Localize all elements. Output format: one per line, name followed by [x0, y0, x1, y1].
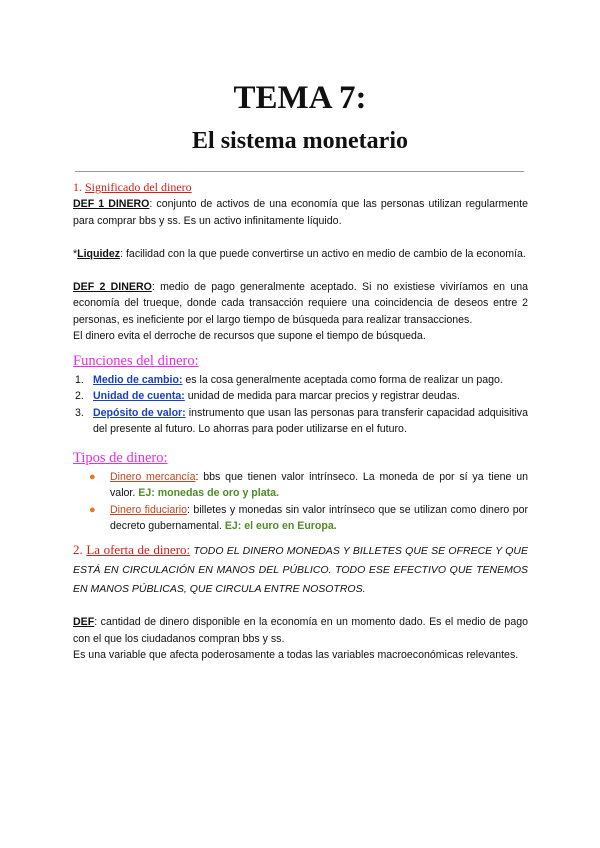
tipos-list [73, 469, 528, 535]
section-1-title: Significado del dinero [85, 180, 192, 194]
section-2-heading [73, 541, 528, 598]
def-label: DEF [73, 616, 95, 628]
section-1-heading [73, 178, 528, 196]
def-2-paragraph [73, 279, 528, 329]
section-1-number: 1. [73, 180, 82, 194]
list-item-example: EJ: monedas de oro y plata. [138, 487, 279, 499]
document-subtitle: El sistema monetario [192, 128, 408, 154]
title-divider [75, 171, 524, 172]
list-item-text: unidad de medida para marcar precios y registrar deudas. [184, 390, 460, 402]
def-text: : cantidad de dinero disponible en la economía en un momento dado. Es el medio de pago con el que los ciudadanos compran bbs y ss. [73, 616, 528, 645]
section-2-italic-text: TODO EL DINERO MONEDAS Y BILLETES QUE SE OFRECE Y QUE ESTÁ EN CIRCULACIÓN EN MANOS DEL PÚBLICO. TODO ESE EFECTIVO QUE TENEMOS EN MANOS PÚBLICAS, QUE CIRCULA ENTRE NOSOTROS. [73, 544, 529, 595]
list-item [73, 372, 528, 389]
bullet-icon: ● [89, 503, 96, 516]
list-item-text: : billetes y monedas sin valor intrínseco que se utilizan como dinero por decreto gubernamental. [110, 503, 528, 532]
list-item-text: : bbs que tienen valor intrínseco. La moneda de por sí ya tiene un valor. [110, 470, 528, 499]
list-item-label: Dinero mercancía [110, 470, 196, 483]
bullet-icon: ● [89, 470, 96, 483]
list-item-text: es la cosa generalmente aceptada como forma de realizar un pago. [182, 373, 503, 386]
liquidez-label: Liquidez [77, 247, 121, 260]
list-item-label: Depósito de valor: [93, 406, 186, 419]
def-1-paragraph [73, 196, 528, 229]
def-2-text: : medio de pago generalmente aceptado. Si no existiese viviríamos en una economía del trueque, donde cada transacción requiere una coincidencia de deseos entre 2 personas, es ineficiente por el largo tiempo de búsqueda para realizar transacciones. [73, 280, 528, 326]
section-2-title: La oferta de dinero: [86, 541, 191, 557]
def-paragraph [73, 614, 528, 647]
funciones-list [73, 372, 528, 438]
def-2-extra: El dinero evita el derroche de recursos que supone el tiempo de búsqueda. [73, 330, 426, 342]
def-extra: Es una variable que afecta poderosamente a todas las variables macroeconómicas relevantes. [73, 649, 519, 661]
tipos-heading [73, 448, 528, 468]
list-item [73, 502, 528, 535]
list-item [73, 405, 528, 438]
list-item-text: instrumento que usan las personas para transferir capacidad adquisitiva del presente al futuro. Lo ahorras para poder utilizarse en el futuro. [93, 406, 528, 435]
tipos-title: Tipos de dinero: [73, 449, 168, 466]
liquidez-paragraph [73, 246, 528, 263]
liquidez-prefix: * [73, 247, 78, 260]
list-item-label: Dinero fiduciario [110, 503, 188, 516]
list-item-example: EJ: el euro en Europa. [224, 520, 337, 532]
funciones-title: Funciones del dinero: [73, 352, 199, 369]
list-item-number: 3. [75, 406, 84, 419]
def-1-text: : conjunto de activos de una economía que las personas utilizan regularmente para comprar bbs y ss. Es un activo infinitamente líquido. [73, 198, 528, 227]
list-item [73, 469, 528, 502]
def-1-label: DEF 1 DINERO [73, 198, 150, 210]
list-item-number: 1. [75, 373, 84, 386]
def-2-label: DEF 2 DINERO [73, 280, 152, 293]
list-item [73, 388, 528, 405]
liquidez-text: : facilidad con la que puede convertirse un activo en medio de cambio de la economía. [120, 247, 526, 260]
list-item-label: Medio de cambio: [93, 373, 183, 386]
list-item-label: Unidad de cuenta: [93, 390, 185, 402]
document-title: TEMA 7: [233, 80, 367, 116]
list-item-number: 2. [75, 390, 84, 402]
document-body [73, 178, 528, 664]
section-2-number: 2. [73, 541, 83, 557]
funciones-heading [73, 351, 528, 371]
